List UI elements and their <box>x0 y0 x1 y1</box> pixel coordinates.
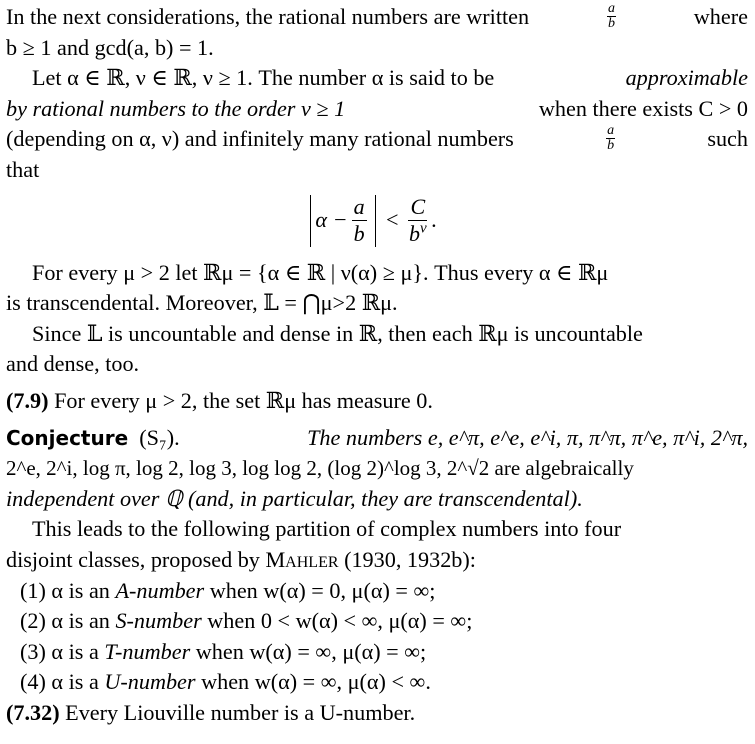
result-label: (7.32) <box>6 699 60 725</box>
fraction-c-over-b-nu: C $b^\nu$ <box>408 194 427 247</box>
paragraph-3-line-2: is transcendental. Moreover, 𝕃 = ⋂μ>2 ℝμ. <box>6 290 398 316</box>
result-label: (7.9) <box>6 387 49 413</box>
classes-list <box>6 576 748 698</box>
result-7-9: (7.9) For every μ > 2, the set ℝμ has measure 0. <box>6 387 433 413</box>
display-inequality: α − $\frac{a}{b}$ < C $b^\nu$ . <box>6 186 748 258</box>
conjecture-line-3: independent over ℚ (and, in particular, they are transcendental). <box>6 485 583 511</box>
p1-line1-end: where <box>693 4 748 29</box>
paragraph-2-line-2: by rational numbers to the order ν ≥ 1 when there exists C > 0 <box>6 95 748 121</box>
list-item: (4) α is a U-number when w(α) = ∞, μ(α) < ∞. <box>20 669 431 695</box>
paragraph-2-line-1: Let α ∈ ℝ, ν ∈ ℝ, ν ≥ 1. The number α is said to be approximable <box>32 65 748 91</box>
list-item: (1) α is an A-number when w(α) = 0, μ(α) = ∞; <box>20 577 436 603</box>
document-page <box>6 2 748 728</box>
conjecture-line-2: 2^e, 2^i, log π, log 2, log 3, log log 2, (log 2)^log 3, 2^√2 are algebraically <box>6 456 634 481</box>
author-mahler: Mahler <box>265 546 339 572</box>
fraction-a-over-b: $\frac{a}{b}$ <box>607 1 615 31</box>
paragraph-2-line-4: that <box>6 156 40 182</box>
abs-bar-right <box>375 195 376 247</box>
paragraph-4-line-2: and dense, too. <box>6 351 140 377</box>
conjecture-line-1: Conjecture (S₇). The numbers e, e^π, e^e, e^i, π, π^π, π^e, π^i, 2^π, <box>6 424 748 450</box>
paragraph-1-line-2: b ≥ 1 and gcd(a, b) = 1. <box>6 34 214 60</box>
fraction-a-over-b-display: $\frac{a}{b}$ <box>353 194 365 247</box>
paragraph-3-line-1: For every μ > 2 let ℝμ = {α ∈ ℝ | ν(α) ≥ μ}. Thus every α ∈ ℝμ <box>32 259 609 285</box>
abs-bar-left <box>310 195 311 247</box>
fraction-a-over-b: $\frac{a}{b}$ <box>607 123 615 154</box>
paragraph-2-line-3: (depending on α, ν) and infinitely many rational numbers $\frac{a}{b}$ such <box>6 123 748 154</box>
paragraph-5-line-2: disjoint classes, proposed by Mahler (1930, 1932b): <box>6 546 476 572</box>
paragraph-5-line-1: This leads to the following partition of complex numbers into four <box>32 516 622 542</box>
conjecture-tag: (S₇). <box>139 424 180 450</box>
p1-line1-text: In the next considerations, the rational numbers are written <box>6 4 530 29</box>
list-item: (3) α is a T-number when w(α) = ∞, μ(α) = ∞; <box>20 638 427 664</box>
paragraph-1-line-1 <box>6 2 748 33</box>
paragraph-4-line-1: Since 𝕃 is uncountable and dense in ℝ, then each ℝμ is uncountable <box>32 320 643 346</box>
list-item: (2) α is an S-number when 0 < w(α) < ∞, μ(α) = ∞; <box>20 608 473 634</box>
conjecture-label: Conjecture <box>6 425 129 450</box>
result-7-32: (7.32) Every Liouville number is a U-number. <box>6 699 416 725</box>
